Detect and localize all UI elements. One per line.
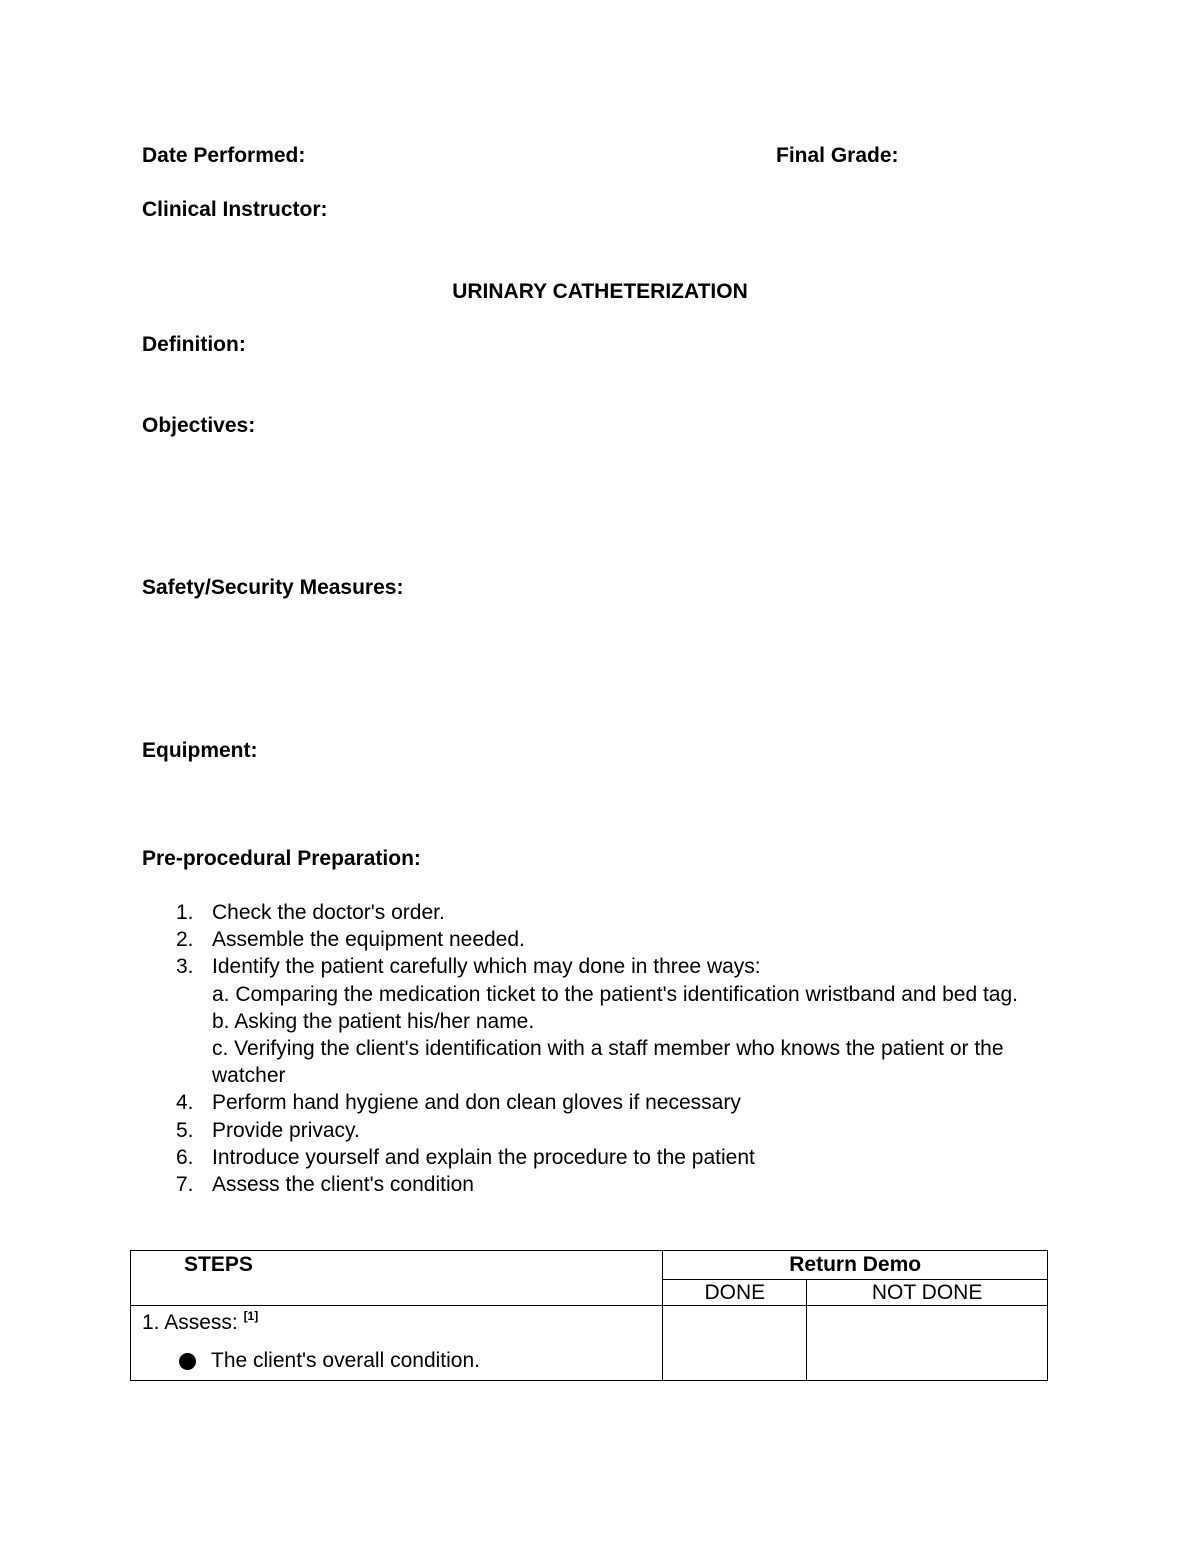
list-item-number: 1. — [176, 901, 194, 924]
objectives-heading: Objectives: — [142, 414, 256, 437]
procedure-steps-table — [130, 1250, 1048, 1381]
list-item — [142, 926, 1062, 953]
page-title: URINARY CATHETERIZATION — [452, 280, 748, 303]
step-cell — [131, 1306, 663, 1381]
list-item-text: Identify the patient carefully which may done in three ways: — [212, 955, 761, 979]
list-item — [142, 1117, 1062, 1144]
preparation-list — [142, 899, 1062, 1198]
done-cell[interactable] — [663, 1306, 807, 1381]
footnote-ref: [1] — [243, 1309, 259, 1323]
list-item-number: 5. — [176, 1118, 194, 1142]
list-item-number: 7. — [176, 1173, 194, 1197]
not-done-header: NOT DONE — [807, 1280, 1048, 1306]
date-performed-label: Date Performed: — [142, 144, 306, 167]
list-item-text: Assess the client's condition — [212, 1173, 474, 1197]
table-row — [131, 1306, 1048, 1381]
steps-header: STEPS — [131, 1251, 663, 1306]
list-item-text: Assemble the equipment needed. — [212, 928, 525, 952]
list-item — [142, 1089, 1062, 1116]
list-item-number: 4. — [176, 1091, 194, 1115]
preparation-heading: Pre-procedural Preparation: — [142, 847, 421, 870]
step-text: 1. Assess: — [142, 1311, 238, 1334]
bullet-text: The client's overall condition. — [211, 1349, 480, 1372]
sub-item: b. Asking the patient his/her name. — [212, 1009, 535, 1033]
sub-item: a. Comparing the medication ticket to the patient's identification wristband and bed tag. — [212, 982, 1018, 1006]
clinical-instructor-label: Clinical Instructor: — [142, 198, 328, 221]
list-item-number: 3. — [176, 955, 194, 979]
list-item — [142, 953, 1062, 1089]
list-item-number: 6. — [176, 1145, 194, 1169]
definition-heading: Definition: — [142, 333, 246, 356]
equipment-heading: Equipment: — [142, 739, 258, 762]
sub-item: c. Verifying the client's identification with a staff member who knows the patient or the watcher — [212, 1037, 1004, 1088]
bullet-icon — [179, 1353, 196, 1370]
list-item-text: Introduce yourself and explain the procedure to the patient — [212, 1145, 755, 1169]
final-grade-label: Final Grade: — [776, 144, 899, 167]
not-done-cell[interactable] — [807, 1306, 1048, 1381]
list-item — [142, 1171, 1062, 1198]
list-item-number: 2. — [176, 928, 194, 952]
list-item-text: Perform hand hygiene and don clean gloves if necessary — [212, 1091, 741, 1115]
list-item-text: Check the doctor's order. — [212, 901, 445, 924]
list-item-text: Provide privacy. — [212, 1118, 360, 1142]
done-header: DONE — [663, 1280, 807, 1306]
list-item — [142, 1144, 1062, 1171]
list-item — [142, 899, 1062, 926]
safety-measures-heading: Safety/Security Measures: — [142, 576, 404, 599]
return-demo-header: Return Demo — [663, 1251, 1048, 1280]
